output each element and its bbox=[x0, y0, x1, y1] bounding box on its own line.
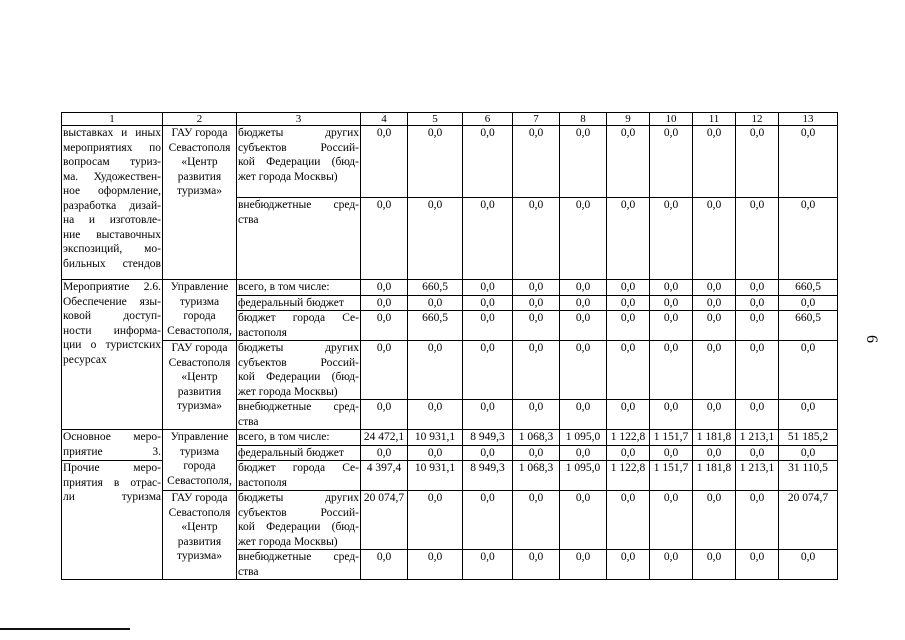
cell-line: Управление bbox=[170, 281, 229, 293]
value-cell: 1 122,8 bbox=[607, 461, 650, 491]
cell-line: ства bbox=[238, 565, 259, 578]
cell-line: субъектов Россий- bbox=[238, 506, 359, 519]
event-title bbox=[62, 430, 163, 461]
value-cell: 0,0 bbox=[463, 198, 513, 280]
cell-line: ГАУ города bbox=[171, 127, 228, 139]
value-cell: 0,0 bbox=[736, 295, 779, 311]
cell-line: Севастополя bbox=[168, 141, 231, 154]
value-cell: 0,0 bbox=[560, 550, 607, 580]
cell-line: ции о туристских bbox=[63, 339, 161, 351]
table-row bbox=[62, 126, 838, 198]
value-cell: 0,0 bbox=[736, 126, 779, 198]
value-cell: 1 068,3 bbox=[513, 430, 560, 446]
value-cell: 0,0 bbox=[560, 198, 607, 280]
value-cell: 10 931,1 bbox=[408, 430, 463, 446]
cell-line: ности информа- bbox=[63, 324, 161, 337]
column-header: 1 bbox=[62, 113, 163, 126]
column-header: 8 bbox=[560, 113, 607, 126]
value-cell: 0,0 bbox=[779, 295, 838, 311]
header-row bbox=[62, 113, 838, 126]
value-cell: 1 151,7 bbox=[650, 461, 693, 491]
funding-table bbox=[61, 112, 838, 580]
value-cell: 0,0 bbox=[607, 295, 650, 311]
value-cell: 0,0 bbox=[463, 550, 513, 580]
value-cell: 0,0 bbox=[693, 400, 736, 430]
page-number: 6 bbox=[863, 335, 880, 343]
value-cell: 0,0 bbox=[650, 341, 693, 400]
value-cell: 1 213,1 bbox=[736, 461, 779, 491]
value-cell: 1 068,3 bbox=[513, 461, 560, 491]
value-cell: 0,0 bbox=[361, 198, 408, 280]
value-cell: 0,0 bbox=[607, 341, 650, 400]
cell-line: «Центр bbox=[181, 156, 218, 168]
value-cell: 0,0 bbox=[736, 550, 779, 580]
value-cell: 0,0 bbox=[779, 445, 838, 461]
value-cell: 0,0 bbox=[408, 126, 463, 198]
value-cell: 0,0 bbox=[513, 198, 560, 280]
value-cell: 0,0 bbox=[463, 445, 513, 461]
value-cell: 1 213,1 bbox=[736, 430, 779, 446]
value-cell: 0,0 bbox=[693, 295, 736, 311]
value-cell: 0,0 bbox=[650, 295, 693, 311]
cell-line: кой Федерации (бюд- bbox=[238, 371, 359, 383]
value-cell: 0,0 bbox=[361, 280, 408, 296]
value-cell: 0,0 bbox=[361, 400, 408, 430]
cell-line: Обеспечение язы- bbox=[63, 295, 161, 308]
cell-line: бюджеты других bbox=[238, 342, 359, 354]
column-header: 3 bbox=[237, 113, 361, 126]
funding-source bbox=[237, 198, 361, 280]
cell-line: внебюджетные сред- bbox=[238, 551, 359, 563]
value-cell: 0,0 bbox=[693, 445, 736, 461]
value-cell: 0,0 bbox=[560, 445, 607, 461]
value-cell: 0,0 bbox=[607, 445, 650, 461]
value-cell: 0,0 bbox=[650, 198, 693, 280]
value-cell: 0,0 bbox=[736, 311, 779, 341]
value-cell: 660,5 bbox=[408, 311, 463, 341]
value-cell: 0,0 bbox=[779, 126, 838, 198]
event-description bbox=[62, 280, 163, 430]
value-cell: 0,0 bbox=[607, 550, 650, 580]
funding-source bbox=[237, 445, 361, 461]
value-cell: 0,0 bbox=[607, 198, 650, 280]
cell-line: субъектов Россий- bbox=[238, 356, 359, 369]
cell-line: приятия в отрас- bbox=[63, 476, 161, 489]
value-cell: 0,0 bbox=[693, 198, 736, 280]
value-cell: 0,0 bbox=[513, 400, 560, 430]
value-cell: 0,0 bbox=[560, 341, 607, 400]
value-cell: 660,5 bbox=[779, 280, 838, 296]
value-cell: 0,0 bbox=[607, 491, 650, 550]
cell-line: Управление bbox=[170, 431, 229, 443]
cell-line: бюджет города Се- bbox=[238, 312, 359, 324]
cell-line: вопросам туриз- bbox=[63, 156, 161, 168]
cell-line: жет города Москвы) bbox=[238, 535, 338, 548]
value-cell: 0,0 bbox=[693, 280, 736, 296]
value-cell: 0,0 bbox=[513, 550, 560, 580]
value-cell: 1 095,0 bbox=[560, 430, 607, 446]
value-cell: 0,0 bbox=[650, 491, 693, 550]
cell-line: жет города Москвы) bbox=[238, 385, 338, 398]
executor bbox=[163, 341, 237, 430]
value-cell: 0,0 bbox=[408, 295, 463, 311]
footer-rule bbox=[0, 628, 130, 630]
cell-line: приятие 3. bbox=[63, 445, 161, 458]
value-cell: 0,0 bbox=[463, 491, 513, 550]
value-cell: 0,0 bbox=[560, 295, 607, 311]
value-cell: 0,0 bbox=[693, 126, 736, 198]
value-cell: 0,0 bbox=[513, 491, 560, 550]
value-cell: 0,0 bbox=[463, 341, 513, 400]
cell-line: ковой доступ- bbox=[63, 310, 161, 322]
value-cell: 0,0 bbox=[463, 280, 513, 296]
value-cell: 20 074,7 bbox=[779, 491, 838, 550]
funding-source bbox=[237, 550, 361, 580]
cell-line: федеральный бюджет bbox=[238, 446, 344, 459]
cell-line: ГАУ города bbox=[171, 342, 228, 354]
value-cell: 0,0 bbox=[560, 400, 607, 430]
table-row bbox=[62, 341, 838, 400]
value-cell: 31 110,5 bbox=[779, 461, 838, 491]
value-cell: 0,0 bbox=[513, 126, 560, 198]
cell-line: ства bbox=[238, 415, 259, 428]
value-cell: 0,0 bbox=[650, 126, 693, 198]
value-cell: 0,0 bbox=[693, 341, 736, 400]
value-cell: 0,0 bbox=[607, 280, 650, 296]
value-cell: 1 181,8 bbox=[693, 461, 736, 491]
cell-line: выставках и иных bbox=[63, 127, 161, 139]
cell-line: Основное меро- bbox=[63, 431, 161, 443]
value-cell: 0,0 bbox=[693, 491, 736, 550]
cell-line: кой Федерации (бюд- bbox=[238, 156, 359, 168]
cell-line: Мероприятие 2.6. bbox=[63, 281, 161, 293]
executor bbox=[163, 280, 237, 341]
column-header: 12 bbox=[736, 113, 779, 126]
value-cell: 0,0 bbox=[408, 341, 463, 400]
cell-line: ства bbox=[238, 213, 259, 226]
value-cell: 0,0 bbox=[650, 445, 693, 461]
cell-line: Севастополя bbox=[168, 506, 231, 519]
funding-source bbox=[237, 295, 361, 311]
cell-line: субъектов Россий- bbox=[238, 141, 359, 154]
funding-source bbox=[237, 311, 361, 341]
executor bbox=[163, 491, 237, 580]
value-cell: 0,0 bbox=[607, 126, 650, 198]
cell-line: развития bbox=[177, 385, 222, 398]
column-header: 10 bbox=[650, 113, 693, 126]
funding-source bbox=[237, 491, 361, 550]
value-cell: 0,0 bbox=[560, 491, 607, 550]
cell-line: ли туризма bbox=[63, 491, 161, 503]
cell-line: ГАУ города bbox=[171, 492, 228, 504]
funding-source bbox=[237, 341, 361, 400]
executor bbox=[163, 126, 237, 280]
value-cell: 0,0 bbox=[693, 311, 736, 341]
cell-line: туризма bbox=[179, 295, 220, 308]
funding-source bbox=[237, 400, 361, 430]
cell-line: внебюджетные сред- bbox=[238, 401, 359, 413]
value-cell: 1 095,0 bbox=[560, 461, 607, 491]
value-cell: 0,0 bbox=[736, 491, 779, 550]
value-cell: 4 397,4 bbox=[361, 461, 408, 491]
cell-line: федеральный бюджет bbox=[238, 296, 344, 309]
cell-line: города bbox=[183, 310, 216, 322]
value-cell: 1 151,7 bbox=[650, 430, 693, 446]
cell-line: кой Федерации (бюд- bbox=[238, 521, 359, 533]
column-header: 11 bbox=[693, 113, 736, 126]
column-header: 13 bbox=[779, 113, 838, 126]
value-cell: 0,0 bbox=[736, 280, 779, 296]
cell-line: всего, в том числе: bbox=[238, 281, 330, 293]
cell-line: мероприятиях по bbox=[63, 141, 161, 154]
cell-line: жет города Москвы) bbox=[238, 170, 338, 183]
value-cell: 0,0 bbox=[408, 400, 463, 430]
value-cell: 51 185,2 bbox=[779, 430, 838, 446]
value-cell: 0,0 bbox=[361, 550, 408, 580]
cell-line: бюджет города Се- bbox=[238, 462, 359, 474]
table-row bbox=[62, 430, 838, 446]
cell-line: Севастополя, bbox=[167, 474, 232, 487]
value-cell: 0,0 bbox=[560, 126, 607, 198]
funding-source bbox=[237, 280, 361, 296]
cell-line: вастополя bbox=[238, 476, 287, 489]
cell-line: города bbox=[183, 460, 216, 472]
column-header: 5 bbox=[408, 113, 463, 126]
value-cell: 0,0 bbox=[779, 400, 838, 430]
column-header: 7 bbox=[513, 113, 560, 126]
value-cell: 660,5 bbox=[779, 311, 838, 341]
cell-line: бюджеты других bbox=[238, 127, 359, 139]
value-cell: 0,0 bbox=[513, 311, 560, 341]
cell-line: всего, в том числе: bbox=[238, 431, 330, 443]
executor bbox=[163, 430, 237, 491]
cell-line: бильных стендов bbox=[63, 257, 161, 270]
event-description bbox=[62, 126, 163, 280]
cell-line: «Центр bbox=[181, 371, 218, 383]
cell-line: туризма» bbox=[177, 400, 222, 412]
value-cell: 0,0 bbox=[408, 198, 463, 280]
value-cell: 0,0 bbox=[463, 311, 513, 341]
value-cell: 0,0 bbox=[361, 126, 408, 198]
cell-line: туризма» bbox=[177, 185, 222, 197]
value-cell: 0,0 bbox=[650, 400, 693, 430]
cell-line: Прочие меро- bbox=[63, 462, 161, 474]
value-cell: 8 949,3 bbox=[463, 430, 513, 446]
funding-source bbox=[237, 461, 361, 491]
value-cell: 24 472,1 bbox=[361, 430, 408, 446]
value-cell: 10 931,1 bbox=[408, 461, 463, 491]
funding-source bbox=[237, 126, 361, 198]
value-cell: 0,0 bbox=[736, 341, 779, 400]
value-cell: 0,0 bbox=[408, 550, 463, 580]
value-cell: 0,0 bbox=[779, 198, 838, 280]
event-description bbox=[62, 461, 163, 580]
value-cell: 0,0 bbox=[463, 126, 513, 198]
cell-line: туризма» bbox=[177, 550, 222, 562]
value-cell: 0,0 bbox=[513, 341, 560, 400]
cell-line: ресурсах bbox=[63, 353, 107, 366]
value-cell: 0,0 bbox=[736, 198, 779, 280]
value-cell: 0,0 bbox=[513, 445, 560, 461]
value-cell: 0,0 bbox=[463, 295, 513, 311]
cell-line: разработка дизай- bbox=[63, 199, 161, 212]
value-cell: 20 074,7 bbox=[361, 491, 408, 550]
value-cell: 1 181,8 bbox=[693, 430, 736, 446]
table-row bbox=[62, 280, 838, 296]
value-cell: 0,0 bbox=[463, 400, 513, 430]
value-cell: 0,0 bbox=[779, 341, 838, 400]
cell-line: ние выставочных bbox=[63, 228, 161, 241]
value-cell: 0,0 bbox=[650, 280, 693, 296]
value-cell: 0,0 bbox=[513, 295, 560, 311]
value-cell: 1 122,8 bbox=[607, 430, 650, 446]
value-cell: 0,0 bbox=[607, 400, 650, 430]
cell-line: экспозиций, мо- bbox=[63, 243, 161, 255]
value-cell: 0,0 bbox=[779, 550, 838, 580]
column-header: 9 bbox=[607, 113, 650, 126]
value-cell: 0,0 bbox=[408, 445, 463, 461]
value-cell: 0,0 bbox=[607, 311, 650, 341]
value-cell: 0,0 bbox=[560, 280, 607, 296]
value-cell: 0,0 bbox=[361, 311, 408, 341]
cell-line: ма. Художествен- bbox=[63, 170, 161, 183]
value-cell: 0,0 bbox=[408, 491, 463, 550]
value-cell: 0,0 bbox=[560, 311, 607, 341]
value-cell: 0,0 bbox=[361, 445, 408, 461]
value-cell: 0,0 bbox=[736, 445, 779, 461]
table-row bbox=[62, 491, 838, 550]
cell-line: Севастополя bbox=[168, 356, 231, 369]
funding-source bbox=[237, 430, 361, 446]
cell-line: развития bbox=[177, 170, 222, 183]
cell-line: вастополя bbox=[238, 326, 287, 339]
cell-line: «Центр bbox=[181, 521, 218, 533]
cell-line: внебюджетные сред- bbox=[238, 199, 359, 211]
value-cell: 0,0 bbox=[650, 311, 693, 341]
value-cell: 660,5 bbox=[408, 280, 463, 296]
value-cell: 0,0 bbox=[736, 400, 779, 430]
cell-line: Севастополя, bbox=[167, 324, 232, 337]
value-cell: 8 949,3 bbox=[463, 461, 513, 491]
value-cell: 0,0 bbox=[361, 295, 408, 311]
value-cell: 0,0 bbox=[650, 550, 693, 580]
cell-line: бюджеты других bbox=[238, 492, 359, 504]
cell-line: ное оформление, bbox=[63, 185, 161, 197]
cell-line: туризма bbox=[179, 445, 220, 458]
value-cell: 0,0 bbox=[693, 550, 736, 580]
column-header: 2 bbox=[163, 113, 237, 126]
cell-line: на и изготовле- bbox=[63, 214, 161, 226]
cell-line: развития bbox=[177, 535, 222, 548]
column-header: 4 bbox=[361, 113, 408, 126]
value-cell: 0,0 bbox=[361, 341, 408, 400]
value-cell: 0,0 bbox=[513, 280, 560, 296]
column-header: 6 bbox=[463, 113, 513, 126]
